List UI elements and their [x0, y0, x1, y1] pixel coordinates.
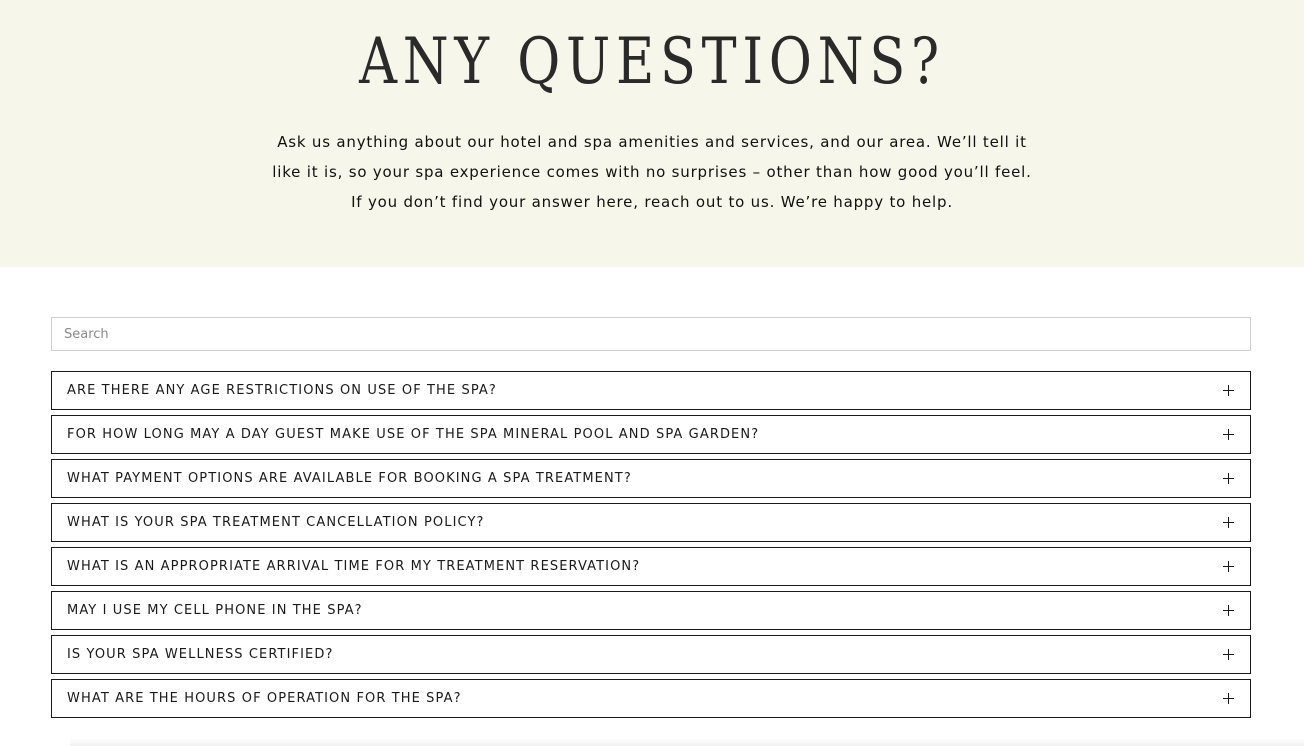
plus-icon[interactable]	[1223, 385, 1234, 396]
plus-icon[interactable]	[1223, 473, 1234, 484]
faq-item[interactable]	[51, 635, 1251, 674]
plus-icon[interactable]	[1223, 605, 1234, 616]
faq-item[interactable]	[51, 503, 1251, 542]
plus-icon[interactable]	[1223, 429, 1234, 440]
faq-section	[51, 317, 1251, 723]
faq-hero	[0, 0, 1304, 267]
bottom-shadow	[70, 738, 1304, 746]
plus-icon[interactable]	[1223, 561, 1234, 572]
plus-icon[interactable]	[1223, 693, 1234, 704]
faq-item[interactable]	[51, 415, 1251, 454]
faq-question: MAY I USE MY CELL PHONE IN THE SPA?	[67, 603, 363, 618]
faq-item[interactable]	[51, 591, 1251, 630]
faq-item[interactable]	[51, 459, 1251, 498]
search-input[interactable]	[52, 318, 1250, 350]
faq-item[interactable]	[51, 547, 1251, 586]
faq-item[interactable]	[51, 371, 1251, 410]
intro-line: like it is, so your spa experience comes with no surprises – other than how good you’ll feel.	[272, 163, 1032, 181]
faq-question: WHAT IS AN APPROPRIATE ARRIVAL TIME FOR MY TREATMENT RESERVATION?	[67, 559, 641, 574]
hero-intro	[252, 127, 1052, 217]
faq-question: FOR HOW LONG MAY A DAY GUEST MAKE USE OF THE SPA MINERAL POOL AND SPA GARDEN?	[67, 427, 760, 442]
plus-icon[interactable]	[1223, 517, 1234, 528]
plus-icon[interactable]	[1223, 649, 1234, 660]
faq-question: IS YOUR SPA WELLNESS CERTIFIED?	[67, 647, 334, 662]
faq-question: WHAT PAYMENT OPTIONS ARE AVAILABLE FOR BOOKING A SPA TREATMENT?	[67, 471, 632, 486]
faq-question: ARE THERE ANY AGE RESTRICTIONS ON USE OF THE SPA?	[67, 383, 497, 398]
faq-question: WHAT ARE THE HOURS OF OPERATION FOR THE SPA?	[67, 691, 462, 706]
faq-question: WHAT IS YOUR SPA TREATMENT CANCELLATION POLICY?	[67, 515, 485, 530]
intro-line: Ask us anything about our hotel and spa amenities and services, and our area. We’ll tell it	[277, 133, 1027, 151]
search-box	[51, 317, 1251, 351]
page-title: ANY QUESTIONS?	[359, 25, 945, 99]
faq-item[interactable]	[51, 679, 1251, 718]
intro-line: If you don’t find your answer here, reach out to us. We’re happy to help.	[351, 193, 953, 211]
